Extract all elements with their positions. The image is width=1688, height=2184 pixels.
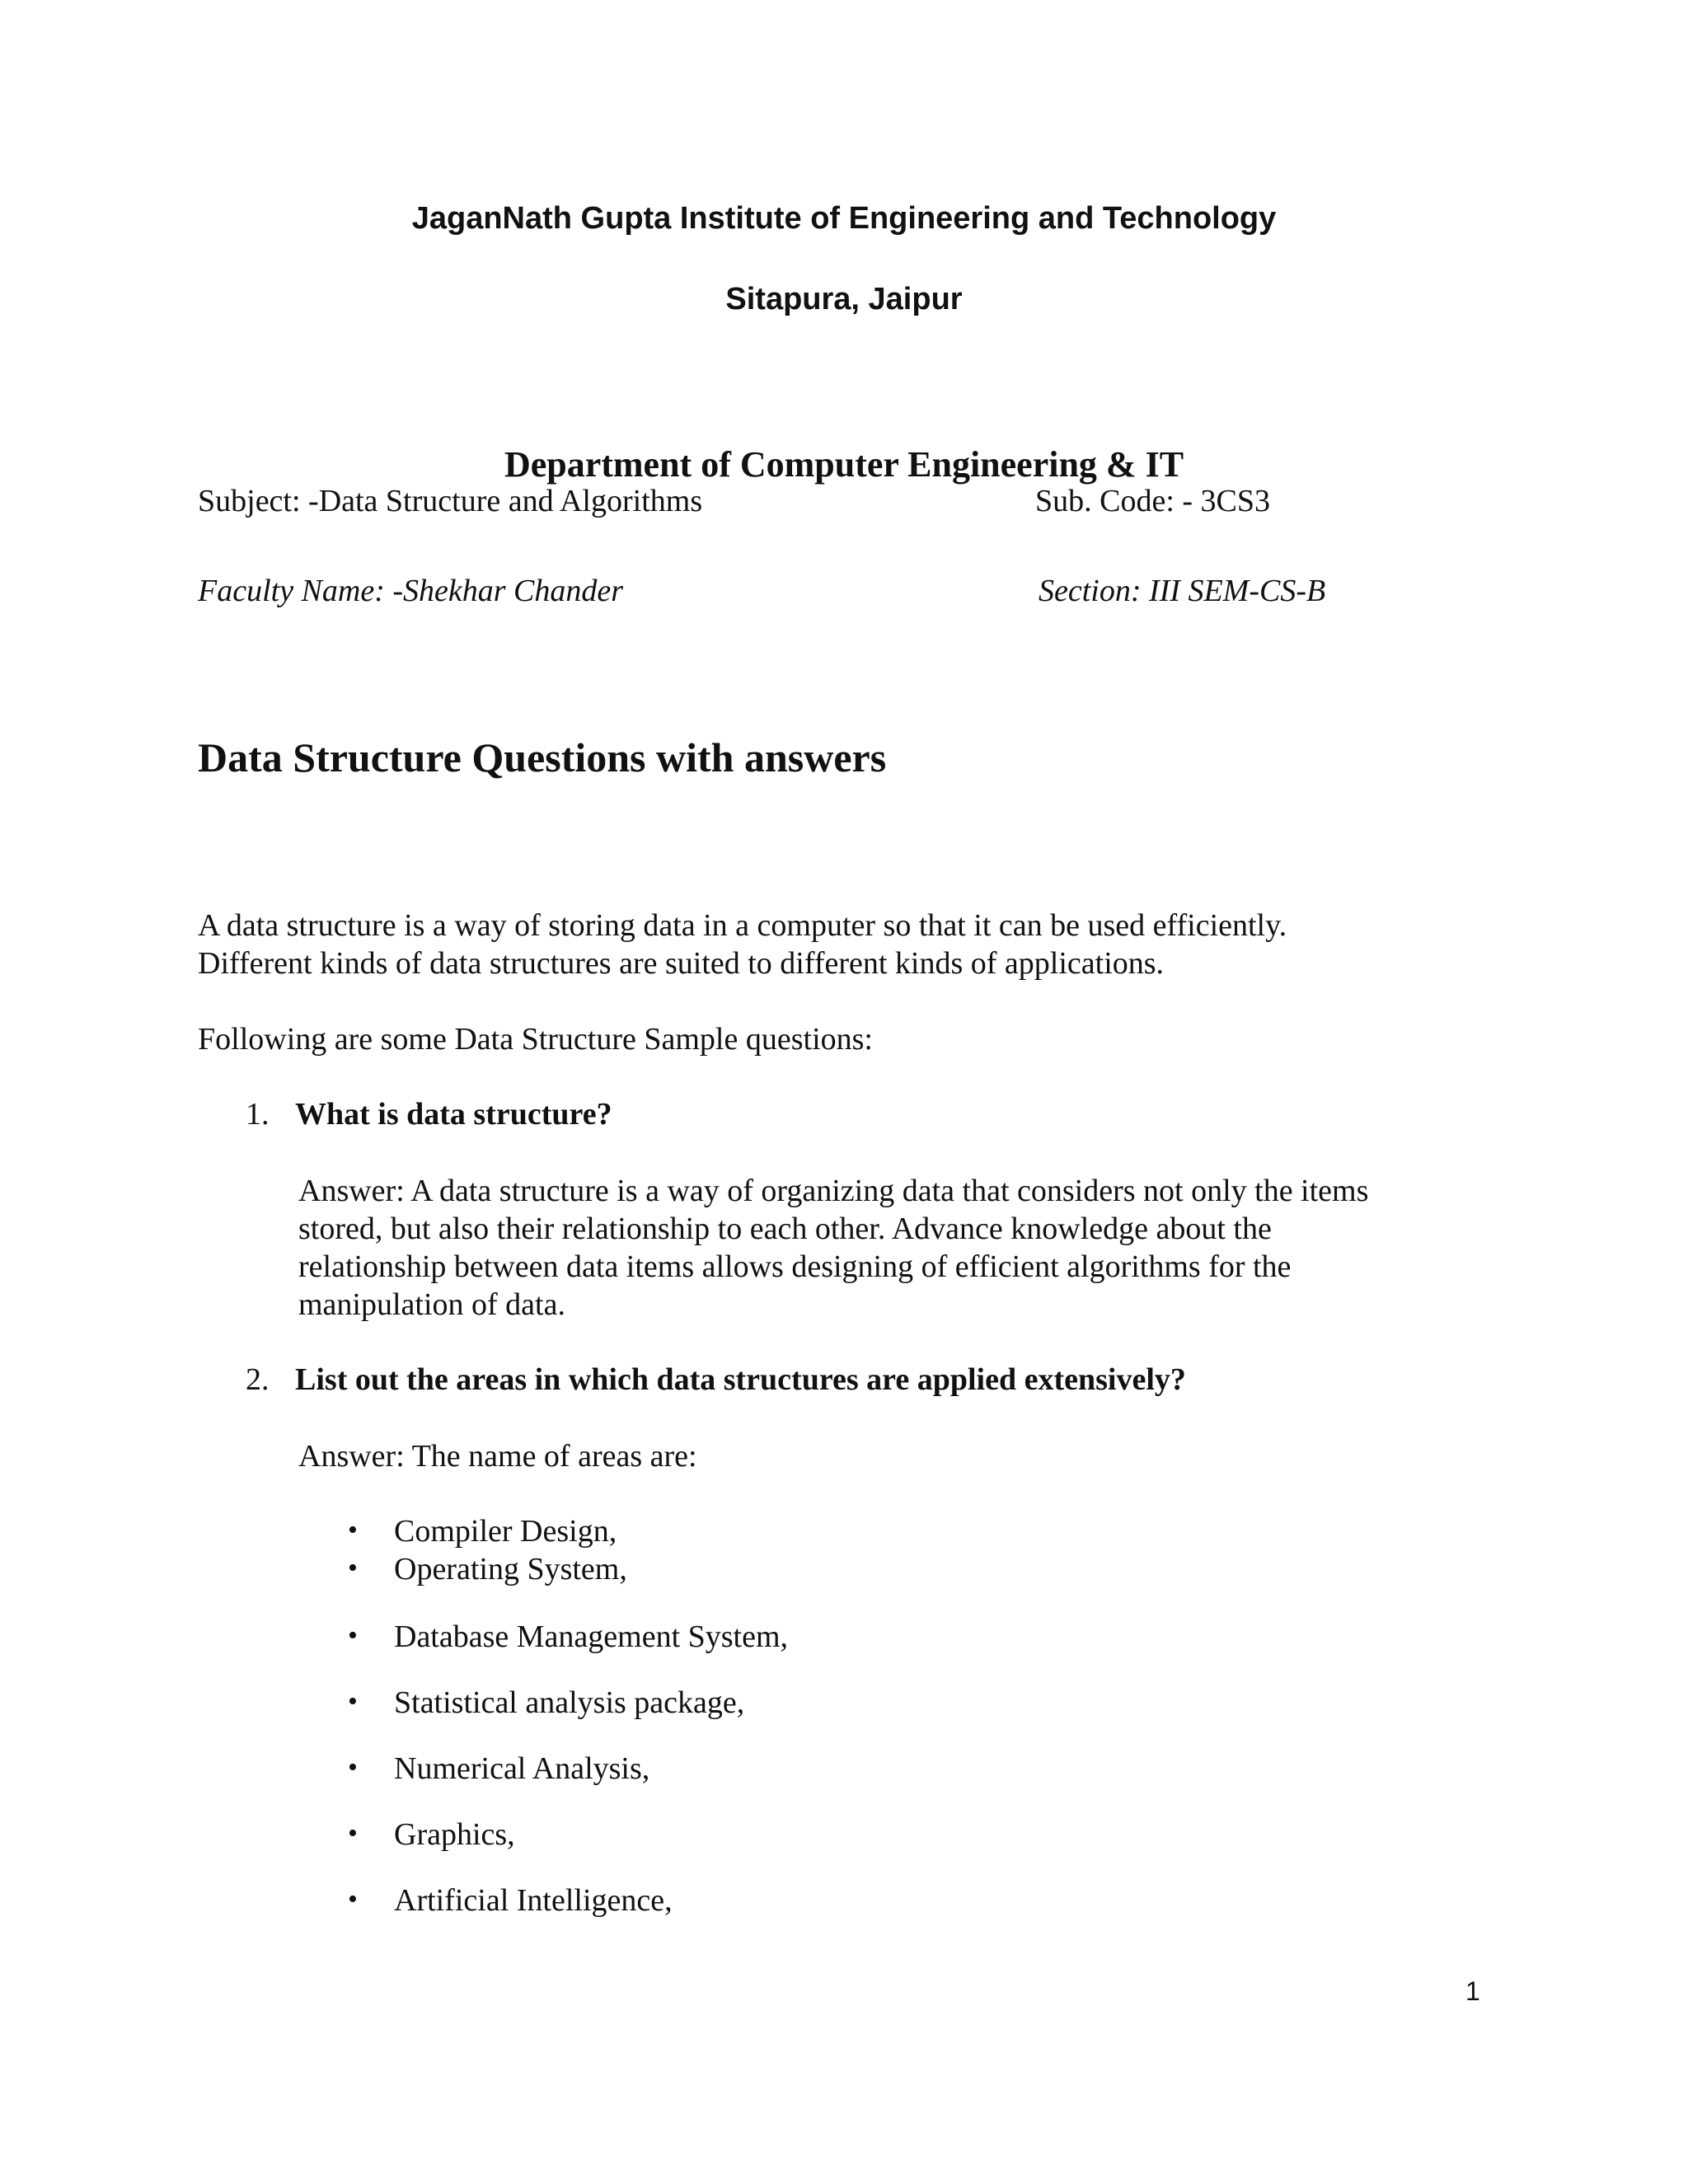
question-number: 1. (246, 1097, 270, 1132)
answer-line: Answer: A data structure is a way of organizing data that considers not only the items (298, 1174, 1369, 1208)
list-item: Operating System, (394, 1552, 627, 1586)
institute-name: JaganNath Gupta Institute of Engineering and Technology (411, 201, 1277, 236)
bullet-icon: • (348, 1620, 358, 1651)
section-label: Section: III SEM-CS-B (1039, 574, 1326, 608)
sub-code-label: Sub. Code: - 3CS3 (1035, 484, 1271, 518)
bullet-icon: • (348, 1752, 358, 1783)
intro-following: Following are some Data Structure Sample questions: (198, 1022, 873, 1057)
bullet-icon: • (348, 1553, 358, 1583)
list-item: Artificial Intelligence, (394, 1883, 673, 1918)
bullet-icon: • (348, 1884, 358, 1915)
answer-intro: Answer: The name of areas are: (298, 1439, 697, 1474)
institute-city: Sitapura, Jaipur (725, 282, 963, 316)
bullet-icon: • (348, 1818, 358, 1849)
list-item: Database Management System, (394, 1619, 789, 1654)
list-item: Statistical analysis package, (394, 1685, 745, 1720)
faculty-name: Faculty Name: -Shekhar Chander (198, 574, 624, 608)
intro-line-2: Different kinds of data structures are suited to different kinds of applications. (198, 946, 1165, 981)
bullet-icon: • (348, 1686, 358, 1717)
department-title: Department of Computer Engineering & IT (504, 444, 1184, 485)
answer-line: manipulation of data. (298, 1287, 565, 1322)
list-item: Compiler Design, (394, 1514, 617, 1549)
bullet-icon: • (348, 1515, 358, 1545)
question-text: List out the areas in which data structures are applied extensively? (295, 1362, 1186, 1397)
list-item: Numerical Analysis, (394, 1751, 650, 1786)
intro-line-1: A data structure is a way of storing data in a computer so that it can be used efficiently. (198, 908, 1287, 943)
page-number: 1 (1465, 1976, 1480, 2006)
answer-line: relationship between data items allows designing of efficient algorithms for the (298, 1249, 1292, 1284)
subject-label: Subject: -Data Structure and Algorithms (198, 484, 703, 518)
question-text: What is data structure? (295, 1097, 612, 1132)
question-number: 2. (246, 1362, 270, 1397)
document-heading: Data Structure Questions with answers (198, 734, 887, 780)
list-item: Graphics, (394, 1817, 515, 1852)
answer-line: stored, but also their relationship to each other. Advance knowledge about the (298, 1212, 1272, 1246)
